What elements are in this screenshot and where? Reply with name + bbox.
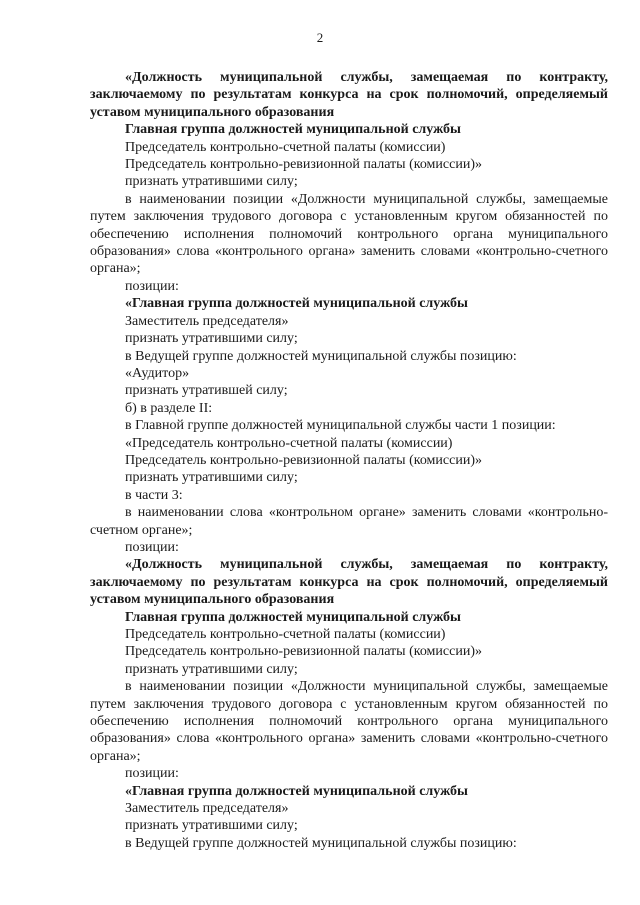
paragraph-amendment: в наименовании слова «контрольном органе» заменить словами «контрольно-счетном органе»;	[90, 505, 608, 538]
paragraph-section-label: б) в разделе II:	[125, 400, 213, 416]
paragraph-instruction: признать утратившими силу;	[125, 174, 298, 190]
paragraph-position: Председатель контрольно-ревизионной палаты (комиссии)»	[125, 644, 482, 660]
paragraph-positions-label: позиции:	[125, 766, 179, 782]
paragraph-position: Заместитель председателя»	[125, 313, 289, 329]
paragraph-main-group-heading: Главная группа должностей муниципальной службы	[125, 609, 461, 625]
paragraph-amendment: в наименовании позиции «Должности муниципальной службы, замещаемые путем заключения трудового договора с установленным кругом обязанностей по обеспечению исполнения полномочий контрольного органа муниципального образования» слова «контрольного органа» заменить словами «контрольно-счетного органа»;	[90, 191, 608, 277]
paragraph-position: Председатель контрольно-счетной палаты (комиссии)	[125, 627, 446, 642]
paragraph-main-group-heading: «Главная группа должностей муниципальной службы	[125, 783, 468, 799]
paragraph-instruction: признать утратившими силу;	[125, 818, 298, 834]
paragraph-position: Председатель контрольно-счетной палаты (комиссии)	[125, 139, 446, 155]
paragraph-instruction: в Ведущей группе должностей муниципальной службы позицию:	[125, 835, 517, 851]
page-number: 2	[316, 30, 324, 45]
paragraph-heading-contract-position: «Должность муниципальной службы, замещаемая по контракту, заключаемому по результатам конкурса на срок полномочий, определяемый уставом муниципального образования	[90, 557, 608, 608]
paragraph-section-label: в части 3:	[125, 487, 183, 503]
paragraph-position: Председатель контрольно-ревизионной палаты (комиссии)»	[125, 157, 482, 173]
paragraph-instruction: признать утратившими силу;	[125, 331, 298, 347]
paragraph-positions-label: позиции:	[125, 278, 179, 294]
paragraph-heading-contract-position: «Должность муниципальной службы, замещаемая по контракту, заключаемому по результатам конкурса на срок полномочий, определяемый уставом муниципального образования	[90, 70, 608, 120]
document-body	[90, 69, 608, 852]
paragraph-position: Заместитель председателя»	[125, 801, 289, 817]
paragraph-position: «Председатель контрольно-счетной палаты (комиссии)	[125, 435, 453, 451]
paragraph-instruction: в Ведущей группе должностей муниципальной службы позицию:	[125, 348, 517, 364]
paragraph-amendment: в наименовании позиции «Должности муниципальной службы, замещаемые путем заключения трудового договора с установленным кругом обязанностей по обеспечению исполнения полномочий контрольного органа муниципального образования» слова «контрольного органа» заменить словами «контрольно-счетного органа»;	[90, 679, 608, 764]
paragraph-positions-label: позиции:	[125, 539, 179, 555]
paragraph-instruction: признать утратившими силу;	[125, 661, 298, 677]
paragraph-instruction: в Главной группе должностей муниципальной службы части 1 позиции:	[125, 418, 556, 434]
paragraph-instruction: признать утратившими силу;	[125, 470, 298, 486]
paragraph-position: «Аудитор»	[125, 365, 190, 381]
paragraph-main-group-heading: Главная группа должностей муниципальной службы	[125, 122, 461, 138]
paragraph-position: Председатель контрольно-ревизионной палаты (комиссии)»	[125, 452, 482, 468]
paragraph-instruction: признать утратившей силу;	[125, 383, 288, 399]
paragraph-main-group-heading: «Главная группа должностей муниципальной службы	[125, 296, 468, 312]
